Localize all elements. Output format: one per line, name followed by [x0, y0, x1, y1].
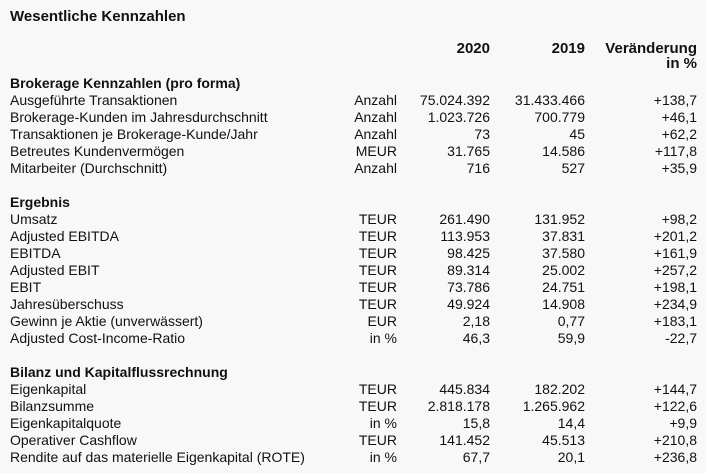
- row-value-2019: 37.580: [542, 245, 585, 261]
- row-label: Bilanzsumme: [10, 398, 95, 414]
- row-value-2020: 46,3: [462, 330, 490, 346]
- table-row: [10, 398, 697, 415]
- row-value-2020: 1.023.726: [427, 109, 490, 125]
- row-value-change: +144,7: [653, 381, 697, 397]
- row-label: Adjusted EBITDA: [10, 228, 119, 244]
- table-row: [10, 330, 697, 347]
- page-title: Wesentliche Kennzahlen: [10, 8, 186, 25]
- section-title: Bilanz und Kapitalflussrechnung: [10, 364, 228, 380]
- table-row: [10, 109, 697, 126]
- table-row: [10, 313, 697, 330]
- row-value-2020: 15,8: [462, 415, 490, 431]
- row-label: Operativer Cashflow: [10, 432, 137, 448]
- column-header-2020: 2020: [456, 40, 490, 57]
- row-unit: in %: [369, 330, 397, 346]
- row-value-2019: 1.265.962: [522, 398, 585, 414]
- header-unit-spacer: [337, 41, 397, 71]
- row-value-2020: 31.765: [447, 143, 490, 159]
- row-unit: Anzahl: [354, 92, 397, 108]
- row-value-2019: 31.433.466: [514, 92, 585, 108]
- row-unit: TEUR: [358, 245, 397, 261]
- row-value-change: +9,9: [669, 415, 697, 431]
- row-unit: TEUR: [358, 432, 397, 448]
- column-header-change: [585, 41, 697, 71]
- row-value-2019: 700.779: [534, 109, 585, 125]
- row-value-2019: 20,1: [557, 449, 585, 465]
- row-value-change: +117,8: [654, 143, 697, 159]
- table-header-row: [10, 41, 697, 71]
- table-row: [10, 245, 697, 262]
- row-unit: TEUR: [358, 296, 397, 312]
- row-unit: TEUR: [358, 211, 397, 227]
- row-unit: TEUR: [358, 398, 397, 414]
- row-unit: Anzahl: [354, 109, 397, 125]
- row-value-2020: 98.425: [447, 245, 490, 261]
- table-row: [10, 279, 697, 296]
- row-value-2019: 14.908: [542, 296, 585, 312]
- row-value-2020: 49.924: [447, 296, 490, 312]
- row-value-change: +201,2: [653, 228, 697, 244]
- row-value-2020: 716: [466, 160, 490, 176]
- table-section: [10, 364, 697, 466]
- row-unit: EUR: [367, 313, 397, 329]
- row-value-2019: 59,9: [557, 330, 585, 346]
- table-row: [10, 143, 697, 160]
- table-row: [10, 262, 697, 279]
- table-body: [10, 75, 697, 466]
- row-label: Brokerage-Kunden im Jahresdurchschnitt: [10, 109, 268, 125]
- table-row: [10, 449, 697, 466]
- row-label: Umsatz: [10, 211, 58, 227]
- row-unit: in %: [369, 415, 397, 431]
- row-unit: TEUR: [358, 279, 397, 295]
- row-value-2020: 75.024.392: [419, 92, 490, 108]
- table-row: [10, 381, 697, 398]
- row-value-change: +138,7: [653, 92, 697, 108]
- table-row: [10, 228, 697, 245]
- row-value-2019: 37.831: [542, 228, 585, 244]
- row-value-change: +46,1: [661, 109, 697, 125]
- table-row: [10, 126, 697, 143]
- row-label: Adjusted EBIT: [10, 262, 100, 278]
- row-value-2020: 67,7: [462, 449, 490, 465]
- row-value-2020: 73.786: [447, 279, 490, 295]
- row-value-2019: 24.751: [542, 279, 585, 295]
- row-label: Eigenkapital: [10, 381, 87, 397]
- row-value-change: +183,1: [653, 313, 697, 329]
- row-unit: in %: [369, 449, 397, 465]
- row-value-2020: 141.452: [439, 432, 490, 448]
- row-value-2019: 131.952: [534, 211, 585, 227]
- row-value-change: +236,8: [653, 449, 697, 465]
- table-row: [10, 211, 697, 228]
- row-value-2020: 2,18: [462, 313, 490, 329]
- row-label: Eigenkapitalquote: [10, 415, 122, 431]
- row-value-change: +98,2: [661, 211, 697, 227]
- row-unit: TEUR: [358, 262, 397, 278]
- table-row: [10, 160, 697, 177]
- row-unit: TEUR: [358, 228, 397, 244]
- row-label: EBITDA: [10, 245, 61, 261]
- row-label: EBIT: [10, 279, 42, 295]
- row-value-2019: 0,77: [557, 313, 585, 329]
- section-title: Ergebnis: [10, 194, 70, 210]
- row-value-2019: 527: [561, 160, 585, 176]
- row-label: Ausgeführte Transaktionen: [10, 92, 178, 108]
- row-value-change: -22,7: [665, 330, 697, 346]
- row-value-2019: 14.586: [542, 143, 585, 159]
- row-label: Rendite auf das materielle Eigenkapital (ROTE): [10, 449, 305, 465]
- row-value-2020: 89.314: [447, 262, 490, 278]
- table-row: [10, 432, 697, 449]
- row-value-2020: 113.953: [440, 228, 490, 244]
- row-value-change: +198,1: [653, 279, 697, 295]
- row-unit: Anzahl: [354, 126, 397, 142]
- row-value-change: +257,2: [653, 262, 697, 278]
- row-value-change: +234,9: [653, 296, 697, 312]
- row-label: Gewinn je Aktie (unverwässert): [10, 313, 203, 329]
- row-unit: MEUR: [355, 143, 397, 159]
- row-label: Adjusted Cost-Income-Ratio: [10, 330, 186, 346]
- table-row: [10, 92, 697, 109]
- row-unit: Anzahl: [354, 160, 397, 176]
- row-value-2020: 445.834: [439, 381, 490, 397]
- row-value-change: +161,9: [653, 245, 697, 261]
- row-value-2019: 45.513: [542, 432, 585, 448]
- row-value-2020: 73: [474, 126, 490, 142]
- row-label: Mitarbeiter (Durchschnitt): [10, 160, 168, 176]
- row-unit: TEUR: [358, 381, 397, 397]
- column-header-2019: 2019: [551, 40, 585, 57]
- table-section: [10, 194, 697, 347]
- row-value-change: +62,2: [661, 126, 697, 142]
- row-value-change: +35,9: [661, 160, 697, 176]
- header-label-spacer: [10, 41, 337, 71]
- row-label: Transaktionen je Brokerage-Kunde/Jahr: [10, 126, 258, 142]
- row-value-2019: 14,4: [557, 415, 585, 431]
- column-header-change-line2: in %: [666, 55, 697, 72]
- column-header-change-line1: Veränderung: [605, 40, 697, 57]
- row-value-2020: 261.490: [439, 211, 490, 227]
- table-section: [10, 75, 697, 177]
- row-label: Betreutes Kundenvermögen: [10, 143, 185, 159]
- row-value-2020: 2.818.178: [427, 398, 490, 414]
- table-row: [10, 415, 697, 432]
- row-value-2019: 25.002: [542, 262, 585, 278]
- row-label: Jahresüberschuss: [10, 296, 124, 312]
- row-value-change: +122,6: [653, 398, 697, 414]
- row-value-change: +210,8: [653, 432, 697, 448]
- row-value-2019: 45: [569, 126, 585, 142]
- section-title: Brokerage Kennzahlen (pro forma): [10, 75, 241, 91]
- row-value-2019: 182.202: [534, 381, 585, 397]
- table-row: [10, 296, 697, 313]
